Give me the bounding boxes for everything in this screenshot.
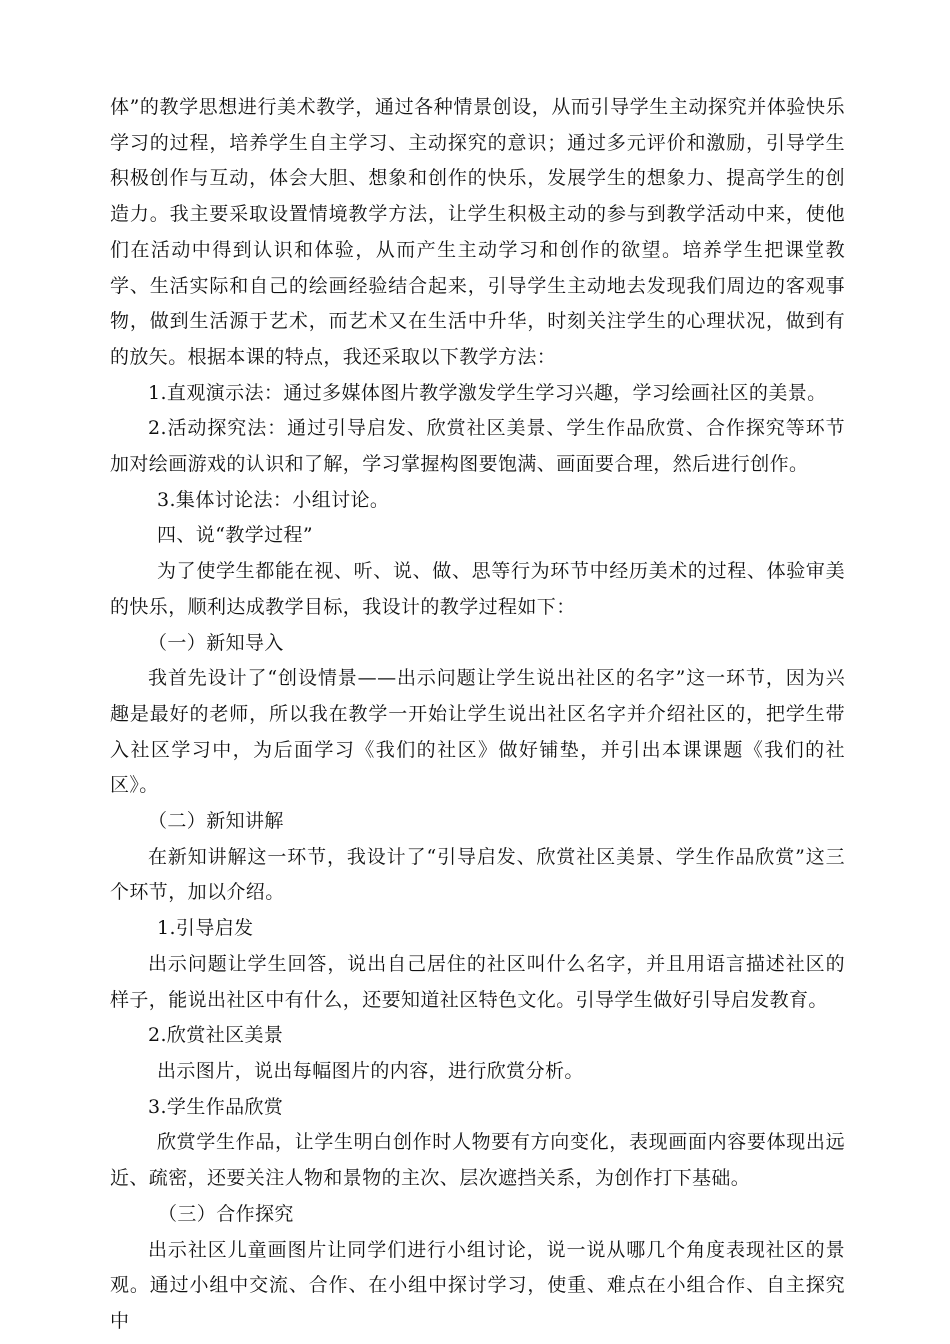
paragraph-new-knowledge-explain: 在新知讲解这一环节，我设计了“引导启发、欣赏社区美景、学生作品欣赏”这三个环节，加以介绍。 <box>110 845 845 904</box>
paragraph-method-3: 3.集体讨论法：小组讨论。 <box>157 488 390 511</box>
document-body <box>110 90 845 1340</box>
paragraph-appreciate-scenery: 出示图片，说出每幅图片的内容，进行欣赏分析。 <box>157 1059 584 1082</box>
section-heading-teaching-process: 四、说“教学过程” <box>157 524 314 547</box>
paragraph-cooperative-inquiry: 出示社区儿童画图片让同学们进行小组讨论，说一说从哪几个角度表现社区的景观。通过小组中交流、合作、在小组中探讨学习，使重、难点在小组合作、自主探究中 <box>110 1238 845 1332</box>
subheading-student-works: 3.学生作品欣赏 <box>148 1095 284 1118</box>
paragraph-method-1: 1.直观演示法：通过多媒体图片教学激发学生学习兴趣，学习绘画社区的美景。 <box>148 381 827 404</box>
subheading-new-knowledge-explain: （二）新知讲解 <box>148 810 284 833</box>
subheading-new-knowledge-intro: （一）新知导入 <box>148 631 284 654</box>
subheading-guide-inspire: 1.引导启发 <box>157 917 254 940</box>
subheading-appreciate-scenery: 2.欣赏社区美景 <box>148 1024 284 1047</box>
paragraph-teaching-method-intro: 体”的教学思想进行美术教学，通过各种情景创设，从而引导学生主动探究并体验快乐学习的过程，培养学生自主学习、主动探究的意识；通过多元评价和激励，引导学生积极创作与互动，体会大胆、想象和创作的快乐，发展学生的想象力、提高学生的创造力。我主要采取设置情境教学方法，让学生积极主动的参与到教学活动中来，使他们在活动中得到认识和体验，从而产生主动学习和创作的欲望。培养学生把课堂教学、生活实际和自己的绘画经验结合起来，引导学生主动地去发现我们周边的客观事物，做到生活源于艺术，而艺术又在生活中升华，时刻关注学生的心理状况，做到有的放矢。根据本课的特点，我还采取以下教学方法： <box>110 96 845 368</box>
paragraph-student-works: 欣赏学生作品，让学生明白创作时人物要有方向变化，表现画面内容要体现出远近、疏密，还要关注人物和景物的主次、层次遮挡关系，为创作打下基础。 <box>110 1131 845 1190</box>
paragraph-new-knowledge-intro: 我首先设计了“创设情景——出示问题让学生说出社区的名字”这一环节，因为兴趣是最好的老师，所以我在教学一开始让学生说出社区名字并介绍社区的，把学生带入社区学习中，为后面学习《我们的社区》做好铺垫，并引出本课课题《我们的社区》。 <box>110 667 845 797</box>
subheading-cooperative-inquiry: （三）合作探究 <box>158 1202 294 1225</box>
paragraph-process-intro: 为了使学生都能在视、听、说、做、思等行为环节中经历美术的过程、体验审美的快乐，顺利达成教学目标，我设计的教学过程如下： <box>110 560 845 618</box>
paragraph-guide-inspire: 出示问题让学生回答，说出自己居住的社区叫什么名字，并且用语言描述社区的样子，能说出社区中有什么，还要知道社区特色文化。引导学生做好引导启发教育。 <box>110 952 845 1011</box>
paragraph-method-2: 2.活动探究法：通过引导启发、欣赏社区美景、学生作品欣赏、合作探究等环节加对绘画游戏的认识和了解，学习掌握构图要饱满、画面要合理，然后进行创作。 <box>110 417 845 476</box>
